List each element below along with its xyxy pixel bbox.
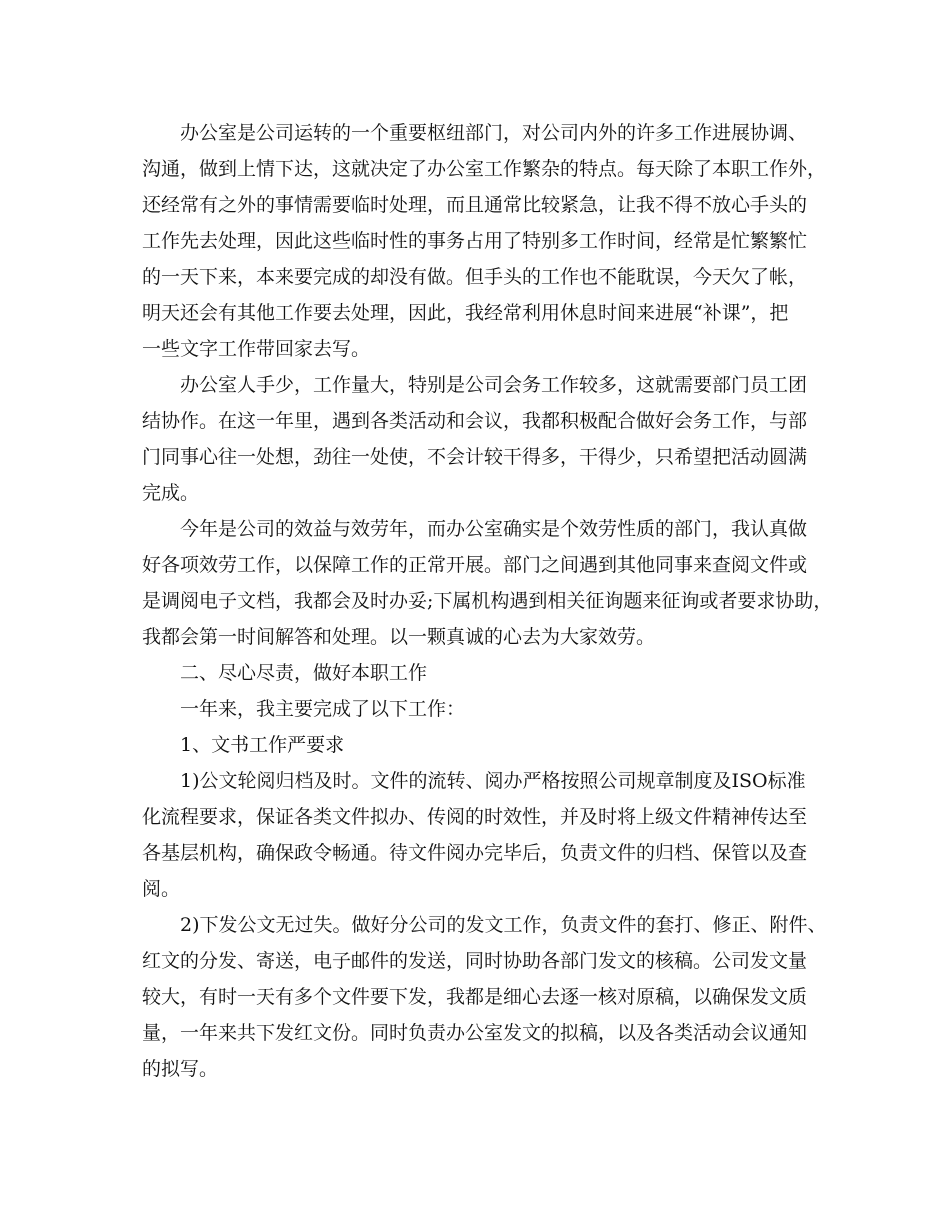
paragraph bbox=[142, 511, 833, 655]
text-line: 办公室人手少，工作量大，特别是公司会务工作较多，这就需要部门员工团 bbox=[180, 374, 808, 396]
text-line: 结协作。在这一年里，遇到各类活动和会议，我都积极配合做好会务工作，与部 bbox=[142, 410, 808, 432]
text-line: 红文的分发、寄送，电子邮件的发送，同时协助各部门发文的核稿。公司发文量 bbox=[142, 950, 808, 972]
text-line: 我都会第一时间解答和处理。以一颗真诚的心去为大家效劳。 bbox=[142, 626, 656, 648]
text-line: 的拟写。 bbox=[142, 1058, 219, 1080]
text-line: 工作先去处理，因此这些临时性的事务占用了特别多工作时间，经常是忙繁繁忙 bbox=[142, 230, 808, 252]
text-line: 各基层机构，确保政令畅通。待文件阅办完毕后，负责文件的归档、保管以及查 bbox=[142, 842, 808, 864]
text-line: 化流程要求，保证各类文件拟办、传阅的时效性，并及时将上级文件精神传达至 bbox=[142, 806, 808, 828]
text-line: 完成。 bbox=[142, 482, 200, 504]
text-line: 今年是公司的效益与效劳年，而办公室确实是个效劳性质的部门，我认真做 bbox=[180, 518, 808, 540]
paragraph bbox=[142, 763, 822, 907]
section-heading bbox=[142, 655, 822, 691]
text-line: 门同事心往一处想，劲往一处使，不会计较干得多，干得少，只希望把活动圆满 bbox=[142, 446, 808, 468]
text-line: 较大，有时一天有多个文件要下发，我都是细心去逐一核对原稿，以确保发文质 bbox=[142, 986, 808, 1008]
paragraph bbox=[142, 115, 827, 367]
paragraph bbox=[142, 691, 822, 727]
text-line: 是调阅电子文档，我都会及时办妥;下属机构遇到相关征询题来征询或者要求协助， bbox=[142, 590, 833, 612]
text-line: 量，一年来共下发红文份。同时负责办公室发文的拟稿，以及各类活动会议通知 bbox=[142, 1022, 808, 1044]
document-body bbox=[142, 115, 833, 1087]
subsection-heading bbox=[142, 727, 822, 763]
text-line: 一年来，我主要完成了以下工作： bbox=[180, 698, 466, 720]
text-line: 好各项效劳工作，以保障工作的正常开展。部门之间遇到其他同事来查阅文件或 bbox=[142, 554, 808, 576]
paragraph bbox=[142, 367, 822, 511]
text-line: 沟通，做到上情下达，这就决定了办公室工作繁杂的特点。每天除了本职工作外， bbox=[142, 158, 827, 180]
text-line: 还经常有之外的事情需要临时处理，而且通常比较紧急，让我不得不放心手头的 bbox=[142, 194, 808, 216]
text-line: 明天还会有其他工作要去处理，因此，我经常利用休息时间来进展“补课”，把 bbox=[142, 302, 789, 324]
paragraph bbox=[142, 907, 827, 1087]
heading-line: 1、文书工作严要求 bbox=[180, 734, 345, 756]
text-line: 阅。 bbox=[142, 878, 181, 900]
text-line: 2)下发公文无过失。做好分公司的发文工作，负责文件的套打、修正、附件、 bbox=[180, 914, 827, 936]
text-line: 办公室是公司运转的一个重要枢纽部门，对公司内外的许多工作进展协调、 bbox=[180, 122, 808, 144]
text-line: 的一天下来，本来要完成的却没有做。但手头的工作也不能耽误，今天欠了帐， bbox=[142, 266, 808, 288]
heading-line: 二、尽心尽责，做好本职工作 bbox=[180, 662, 428, 684]
text-line: 1)公文轮阅归档及时。文件的流转、阅办严格按照公司规章制度及ISO标准 bbox=[180, 770, 806, 792]
text-line: 一些文字工作带回家去写。 bbox=[142, 338, 371, 360]
